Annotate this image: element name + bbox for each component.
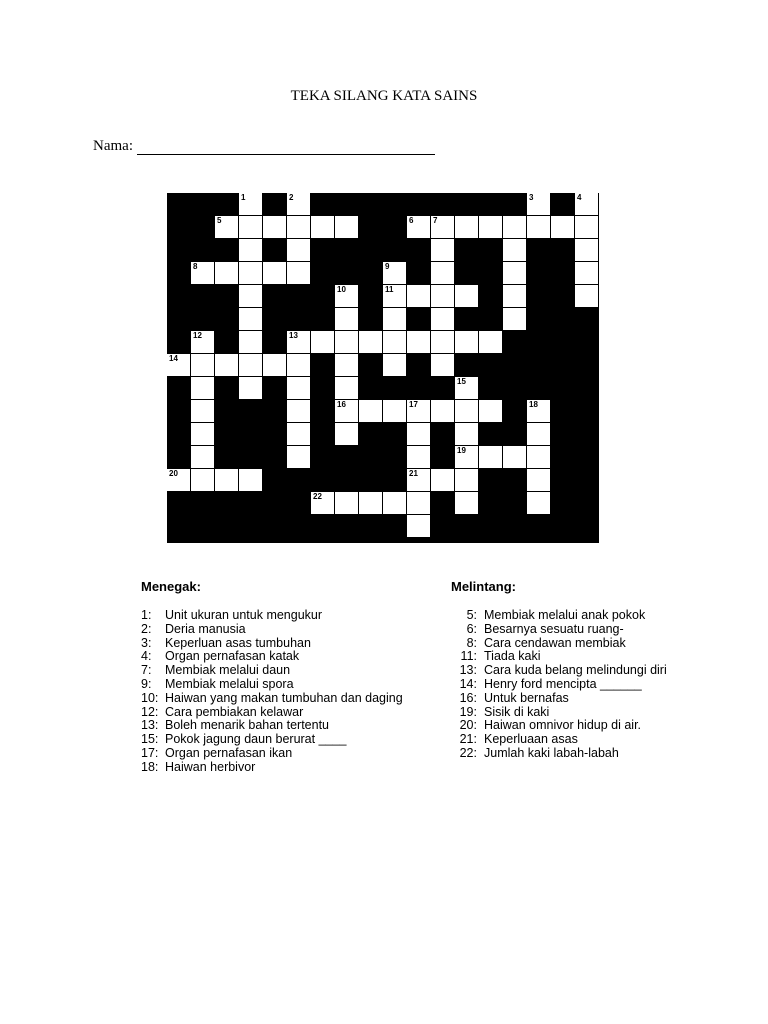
grid-cell[interactable] xyxy=(311,331,335,354)
grid-cell[interactable] xyxy=(479,446,503,469)
grid-cell[interactable] xyxy=(335,423,359,446)
clue-number: 3 xyxy=(529,193,534,202)
grid-cell[interactable] xyxy=(407,400,431,423)
grid-cell[interactable] xyxy=(407,492,431,515)
grid-cell[interactable] xyxy=(287,423,311,446)
grid-cell[interactable] xyxy=(287,400,311,423)
grid-cell[interactable] xyxy=(575,193,599,216)
grid-cell[interactable] xyxy=(575,239,599,262)
clue-number: 6 xyxy=(409,216,414,225)
grid-cell[interactable] xyxy=(383,331,407,354)
clue-item-text: Haiwan yang makan tumbuhan dan daging xyxy=(165,690,403,705)
clue-item-text: Membiak melalui daun xyxy=(165,663,291,678)
grid-cell[interactable] xyxy=(383,285,407,308)
grid-cell[interactable] xyxy=(287,193,311,216)
clue-number: 19 xyxy=(457,446,466,455)
clue-item-text: Besarnya sesuatu ruang- xyxy=(484,621,624,636)
clue-number: 21 xyxy=(409,469,418,478)
grid-cell[interactable] xyxy=(191,400,215,423)
clue-item-number: 1: xyxy=(141,608,152,622)
grid-cell[interactable] xyxy=(503,239,527,262)
grid-cell[interactable] xyxy=(383,400,407,423)
grid-cell[interactable] xyxy=(479,331,503,354)
grid-cell[interactable] xyxy=(239,354,263,377)
clue-item-text: Untuk bernafas xyxy=(484,690,569,705)
clue-number: 10 xyxy=(337,285,346,294)
clue-item-text: Cara kuda belang melindungi diri xyxy=(484,663,667,678)
clue-item xyxy=(141,609,403,623)
grid-cell[interactable] xyxy=(575,216,599,239)
grid-cell[interactable] xyxy=(503,285,527,308)
clue-item-number: 6: xyxy=(466,621,477,636)
grid-cell[interactable] xyxy=(455,216,479,239)
grid-cell[interactable] xyxy=(215,354,239,377)
clue-item-number: 8: xyxy=(466,635,477,650)
clue-item xyxy=(451,747,667,761)
clue-item-number: 2: xyxy=(141,621,152,636)
grid-cell[interactable] xyxy=(383,492,407,515)
grid-cell[interactable] xyxy=(263,354,287,377)
grid-cell[interactable] xyxy=(287,446,311,469)
grid-cell[interactable] xyxy=(431,354,455,377)
grid-cell[interactable] xyxy=(455,285,479,308)
clue-item-number: 21: xyxy=(459,732,477,747)
grid-cell[interactable] xyxy=(335,400,359,423)
grid-cell[interactable] xyxy=(167,354,191,377)
clue-item-number: 10: xyxy=(141,690,159,705)
clue-item-number: 5: xyxy=(466,608,477,622)
grid-cell[interactable] xyxy=(239,239,263,262)
clue-item-text: Sisik di kaki xyxy=(484,704,550,719)
grid-cell[interactable] xyxy=(239,308,263,331)
clue-item-number: 19: xyxy=(459,704,477,719)
clue-item-text: Haiwan omnivor hidup di air. xyxy=(484,718,642,733)
clue-item xyxy=(141,650,403,664)
grid-cell[interactable] xyxy=(455,331,479,354)
grid-cell[interactable] xyxy=(239,193,263,216)
grid-cell[interactable] xyxy=(215,262,239,285)
clue-item xyxy=(141,761,403,775)
grid-cell[interactable] xyxy=(551,216,575,239)
clue-item-number: 11: xyxy=(460,649,477,664)
grid-cell[interactable] xyxy=(335,377,359,400)
grid-cell[interactable] xyxy=(407,446,431,469)
grid-cell[interactable] xyxy=(527,400,551,423)
down-clue-list xyxy=(141,609,403,775)
clue-number: 5 xyxy=(217,216,222,225)
across-heading: Melintang: xyxy=(451,579,516,594)
clue-item xyxy=(451,664,667,678)
grid-cell[interactable] xyxy=(431,285,455,308)
grid-cell[interactable] xyxy=(575,285,599,308)
grid-cell[interactable] xyxy=(287,239,311,262)
clue-item-text: Haiwan herbivor xyxy=(165,759,256,774)
grid-cell[interactable] xyxy=(287,354,311,377)
grid-cell[interactable] xyxy=(287,262,311,285)
clue-number: 1 xyxy=(241,193,246,202)
grid-cell[interactable] xyxy=(407,285,431,308)
clue-item-number: 22: xyxy=(459,745,477,760)
grid-cell[interactable] xyxy=(383,308,407,331)
grid-cell[interactable] xyxy=(215,469,239,492)
clue-item xyxy=(451,609,667,623)
grid-cell[interactable] xyxy=(335,285,359,308)
grid-cell[interactable] xyxy=(335,331,359,354)
grid-cell[interactable] xyxy=(359,400,383,423)
grid-cell[interactable] xyxy=(527,216,551,239)
grid-cell[interactable] xyxy=(191,354,215,377)
clue-item xyxy=(451,706,667,720)
clue-item-number: 18: xyxy=(141,759,159,774)
clue-item-text: Pokok jagung daun berurat ____ xyxy=(165,732,347,747)
grid-cell[interactable] xyxy=(455,469,479,492)
grid-cell[interactable] xyxy=(167,469,191,492)
clue-item-number: 20: xyxy=(459,718,477,733)
clue-number: 17 xyxy=(409,400,418,409)
across-clue-list xyxy=(451,609,667,761)
clue-item xyxy=(451,733,667,747)
grid-cell[interactable] xyxy=(311,492,335,515)
clue-item xyxy=(141,719,403,733)
clue-number: 9 xyxy=(385,262,390,271)
clue-item xyxy=(141,664,403,678)
clue-number: 16 xyxy=(337,400,346,409)
grid-cell[interactable] xyxy=(431,239,455,262)
grid-cell[interactable] xyxy=(527,423,551,446)
grid-cell[interactable] xyxy=(359,331,383,354)
clue-number: 22 xyxy=(313,492,322,501)
grid-cell[interactable] xyxy=(431,308,455,331)
clue-item xyxy=(451,637,667,651)
grid-cell[interactable] xyxy=(503,216,527,239)
clue-item-number: 13: xyxy=(141,718,159,733)
down-heading: Menegak: xyxy=(141,579,201,594)
clue-item-text: Unit ukuran untuk mengukur xyxy=(165,608,323,622)
clue-item-number: 17: xyxy=(141,745,159,760)
grid-cell[interactable] xyxy=(503,308,527,331)
grid-cell[interactable] xyxy=(287,331,311,354)
clue-item-number: 4: xyxy=(141,649,152,664)
clue-item xyxy=(451,692,667,706)
grid-cell[interactable] xyxy=(191,469,215,492)
clue-number: 4 xyxy=(577,193,582,202)
clue-item xyxy=(451,719,667,733)
grid-cell[interactable] xyxy=(407,423,431,446)
grid-cell[interactable] xyxy=(191,262,215,285)
grid-cell[interactable] xyxy=(191,377,215,400)
grid-cell[interactable] xyxy=(431,216,455,239)
grid-cell[interactable] xyxy=(503,262,527,285)
clue-item-text: Cara cendawan membiak xyxy=(484,635,626,650)
clue-number: 2 xyxy=(289,193,294,202)
grid-cell[interactable] xyxy=(311,216,335,239)
grid-cell[interactable] xyxy=(455,446,479,469)
grid-cell[interactable] xyxy=(263,262,287,285)
grid-cell[interactable] xyxy=(527,469,551,492)
clue-item-text: Membiak melalui anak pokok xyxy=(484,608,646,622)
grid-cell[interactable] xyxy=(287,216,311,239)
grid-cell[interactable] xyxy=(383,354,407,377)
grid-cell[interactable] xyxy=(239,216,263,239)
clue-item-text: Jumlah kaki labah-labah xyxy=(484,745,619,760)
grid-cell[interactable] xyxy=(215,216,239,239)
grid-cell[interactable] xyxy=(239,469,263,492)
clue-item-number: 15: xyxy=(141,732,159,747)
grid-cell[interactable] xyxy=(479,400,503,423)
clue-item xyxy=(451,650,667,664)
across-clues xyxy=(451,579,667,761)
clue-item-number: 13: xyxy=(459,663,477,678)
clue-item-text: Boleh menarik bahan tertentu xyxy=(165,718,329,733)
grid-cell[interactable] xyxy=(431,400,455,423)
clue-item xyxy=(141,623,403,637)
clue-number: 15 xyxy=(457,377,466,386)
grid-cell[interactable] xyxy=(407,515,431,538)
clue-item xyxy=(141,692,403,706)
grid-cell[interactable] xyxy=(239,377,263,400)
clue-item-text: Organ pernafasan katak xyxy=(165,649,300,664)
clue-item xyxy=(141,637,403,651)
grid-cell[interactable] xyxy=(287,377,311,400)
grid-cell[interactable] xyxy=(455,492,479,515)
clue-item xyxy=(141,678,403,692)
grid-cell[interactable] xyxy=(455,423,479,446)
clue-item-text: Keperluan asas tumbuhan xyxy=(165,635,311,650)
clue-item-text: Henry ford mencipta ______ xyxy=(484,676,642,691)
clue-number: 20 xyxy=(169,469,178,478)
grid-cell[interactable] xyxy=(479,216,503,239)
grid-cell[interactable] xyxy=(191,423,215,446)
name-row xyxy=(93,138,435,155)
grid-cell[interactable] xyxy=(431,331,455,354)
clue-item-text: Tiada kaki xyxy=(484,649,541,664)
grid-cell[interactable] xyxy=(335,354,359,377)
clue-item-text: Membiak melalui spora xyxy=(165,676,294,691)
grid-cell[interactable] xyxy=(431,469,455,492)
clue-number: 12 xyxy=(193,331,202,340)
grid-cell[interactable] xyxy=(335,492,359,515)
grid-cell[interactable] xyxy=(527,193,551,216)
clue-item xyxy=(451,623,667,637)
clue-number: 18 xyxy=(529,400,538,409)
clue-item-text: Keperluaan asas xyxy=(484,732,578,747)
grid-cell[interactable] xyxy=(407,469,431,492)
grid-cell[interactable] xyxy=(335,308,359,331)
clue-number: 14 xyxy=(169,354,178,363)
grid-cell[interactable] xyxy=(431,262,455,285)
grid-cell[interactable] xyxy=(407,216,431,239)
grid-cell[interactable] xyxy=(359,492,383,515)
grid-cell[interactable] xyxy=(455,377,479,400)
grid-cell[interactable] xyxy=(239,262,263,285)
grid-cell[interactable] xyxy=(455,400,479,423)
crossword-grid xyxy=(167,193,599,543)
clue-item xyxy=(141,733,403,747)
clue-number: 13 xyxy=(289,331,298,340)
clue-item xyxy=(141,706,403,720)
grid-cell[interactable] xyxy=(575,262,599,285)
grid-cell[interactable] xyxy=(407,331,431,354)
down-clues xyxy=(141,579,403,775)
clue-item xyxy=(451,678,667,692)
clue-item-number: 14: xyxy=(459,676,477,691)
clue-item-number: 7: xyxy=(141,663,152,678)
clue-item-number: 3: xyxy=(141,635,152,650)
clue-number: 7 xyxy=(433,216,438,225)
grid-cell[interactable] xyxy=(527,492,551,515)
name-label: Nama: xyxy=(93,138,133,154)
grid-cell[interactable] xyxy=(527,446,551,469)
grid-cell[interactable] xyxy=(239,331,263,354)
grid-cell[interactable] xyxy=(383,262,407,285)
clue-number: 11 xyxy=(385,285,394,294)
page-title: TEKA SILANG KATA SAINS xyxy=(290,88,478,104)
grid-cell[interactable] xyxy=(335,216,359,239)
clue-item xyxy=(141,747,403,761)
clue-item-number: 16: xyxy=(459,690,477,705)
clue-item-text: Organ pernafasan ikan xyxy=(165,745,293,760)
clue-item-text: Cara pembiakan kelawar xyxy=(165,704,304,719)
clue-number: 8 xyxy=(193,262,198,271)
grid-cell[interactable] xyxy=(503,446,527,469)
grid-cell[interactable] xyxy=(191,446,215,469)
clue-item-text: Deria manusia xyxy=(165,621,246,636)
grid-cell[interactable] xyxy=(191,331,215,354)
grid-cell[interactable] xyxy=(263,216,287,239)
clue-item-number: 9: xyxy=(141,676,152,691)
clue-item-number: 12: xyxy=(141,704,159,719)
name-input-line[interactable] xyxy=(137,140,435,155)
grid-cell[interactable] xyxy=(239,285,263,308)
